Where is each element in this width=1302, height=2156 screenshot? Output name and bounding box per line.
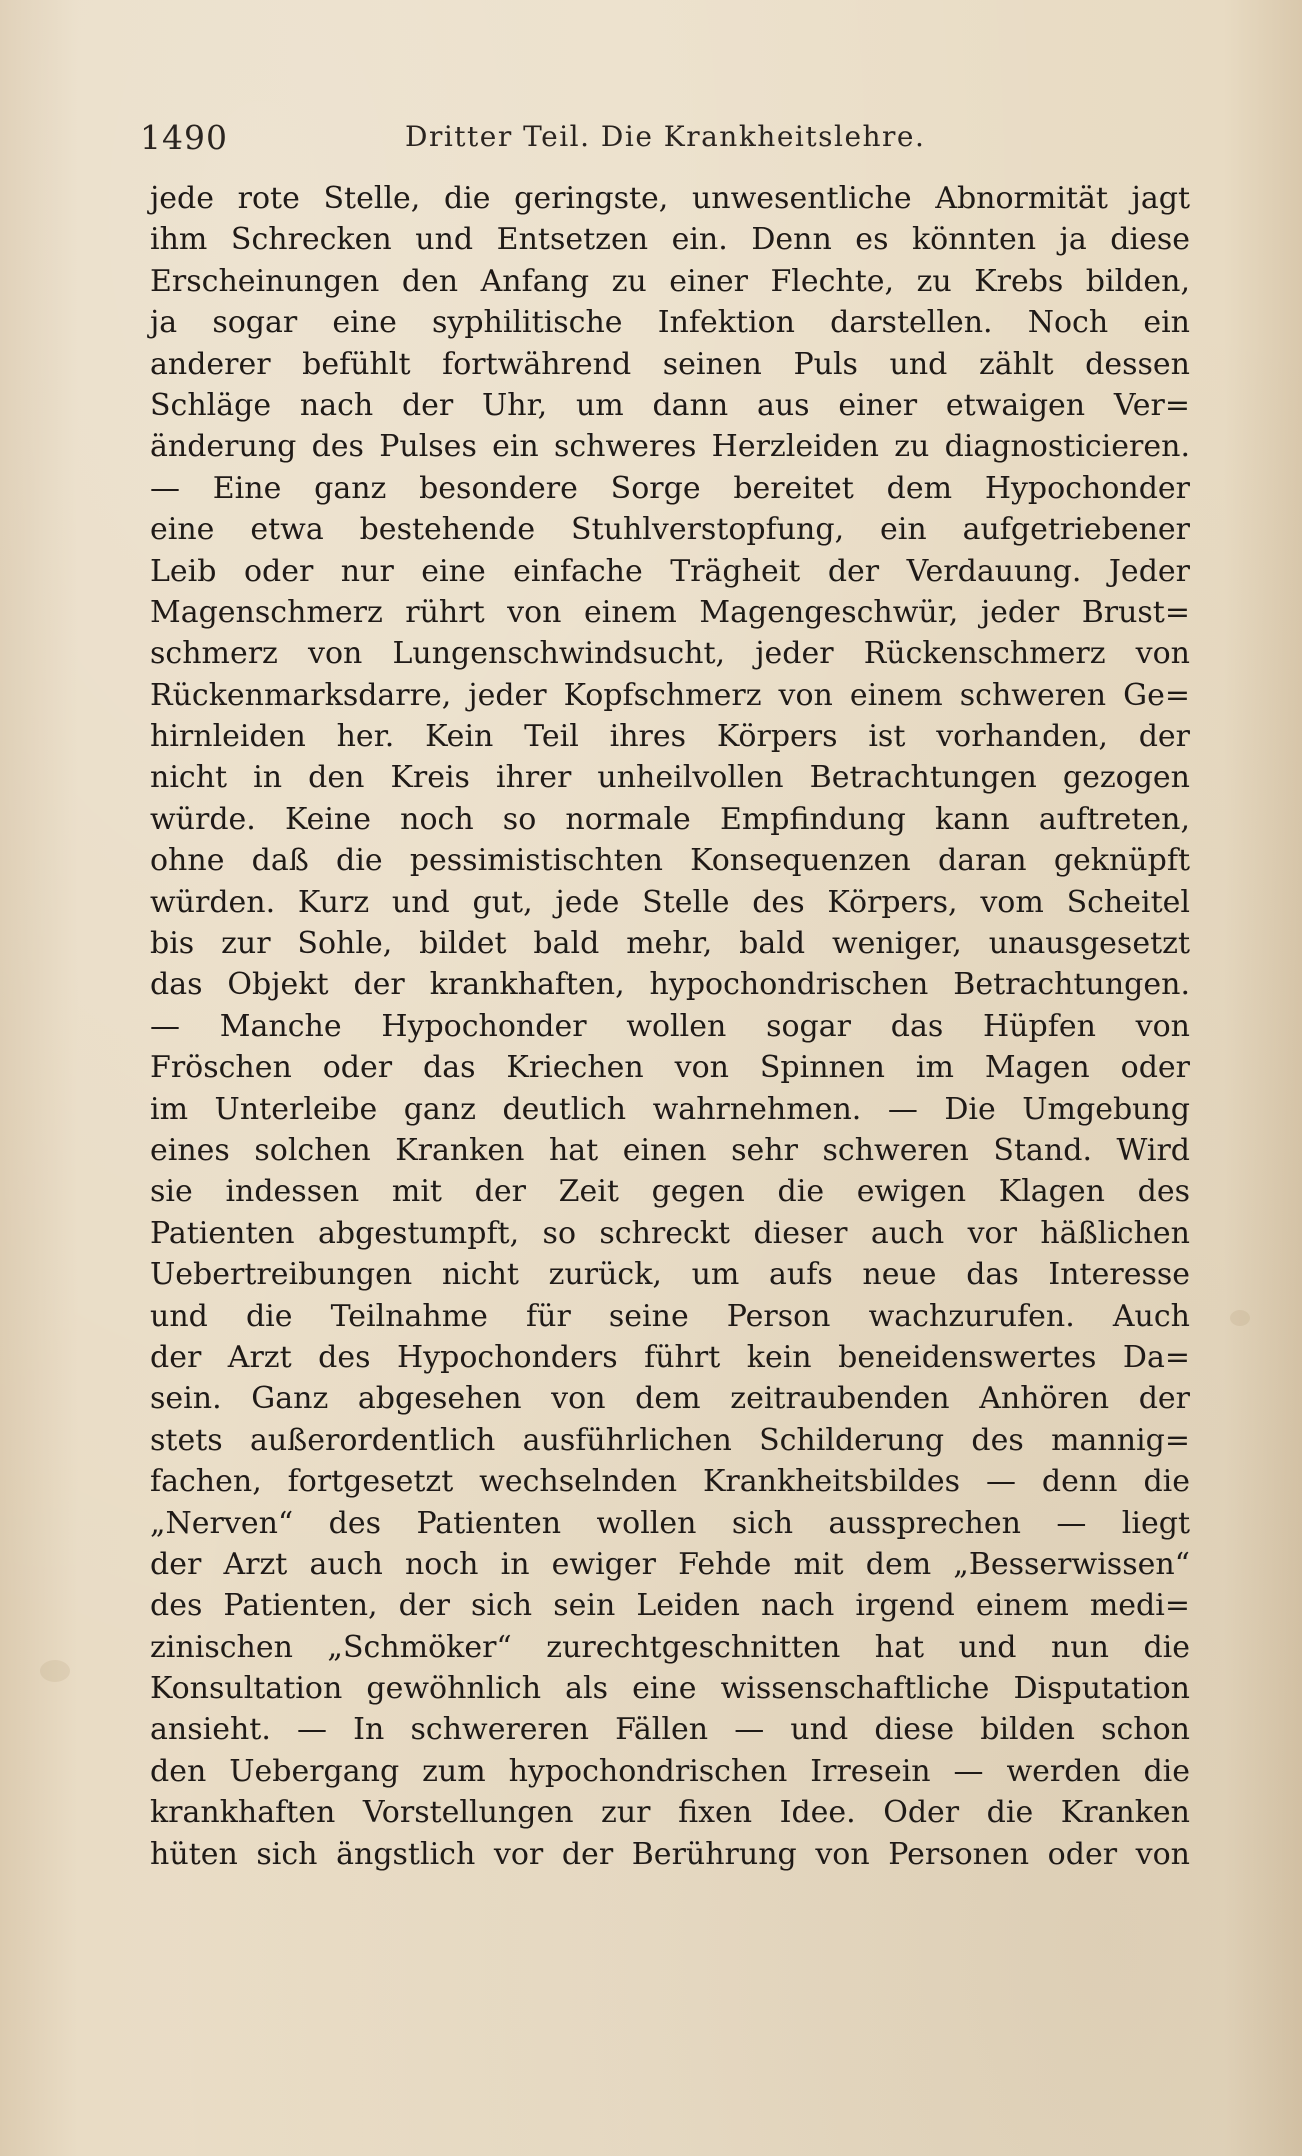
text-line: ja sogar eine syphilitische Infektion darstellen. Noch ein bbox=[150, 305, 1190, 341]
text-line: „Nerven“ des Patienten wollen sich aussprechen — liegt bbox=[150, 1505, 1190, 1541]
text-line: würde. Keine noch so normale Empfindung kann auftreten, bbox=[150, 801, 1190, 837]
text-line: eine etwa bestehende Stuhlverstopfung, ein aufgetriebener bbox=[150, 512, 1190, 548]
text-line: und die Teilnahme für seine Person wachzurufen. Auch bbox=[150, 1298, 1190, 1334]
text-line: der Arzt des Hypochonders führt kein beneidenswertes Da= bbox=[150, 1339, 1190, 1375]
text-line: anderer befühlt fortwährend seinen Puls und zählt dessen bbox=[150, 346, 1190, 382]
text-line: würden. Kurz und gut, jede Stelle des Körpers, vom Scheitel bbox=[150, 884, 1190, 920]
text-line: Magenschmerz rührt von einem Magengeschwür, jeder Brust= bbox=[150, 594, 1190, 630]
text-line: Fröschen oder das Kriechen von Spinnen im Magen oder bbox=[150, 1050, 1190, 1086]
text-line: — Manche Hypochonder wollen sogar das Hüpfen von bbox=[150, 1008, 1190, 1044]
text-line: zinischen „Schmöker“ zurechtgeschnitten hat und nun die bbox=[150, 1629, 1190, 1665]
paper-stain bbox=[40, 1660, 70, 1682]
text-line: Leib oder nur eine einfache Trägheit der Verdauung. Jeder bbox=[150, 553, 1190, 589]
text-line: jede rote Stelle, die geringste, unwesentliche Abnormität jagt bbox=[150, 181, 1190, 216]
text-line: sein. Ganz abgesehen von dem zeitraubenden Anhören der bbox=[150, 1381, 1190, 1417]
text-line: — Eine ganz besondere Sorge bereitet dem Hypochonder bbox=[150, 470, 1190, 506]
text-line: eines solchen Kranken hat einen sehr schweren Stand. Wird bbox=[150, 1132, 1190, 1168]
text-line: Schläge nach der Uhr, um dann aus einer etwaigen Ver= bbox=[150, 387, 1190, 423]
text-line: hüten sich ängstlich vor der Berührung von Personen oder von bbox=[150, 1836, 1190, 1872]
page-number: 1490 bbox=[140, 118, 228, 157]
text-line: Uebertreibungen nicht zurück, um aufs neue das Interesse bbox=[150, 1257, 1190, 1293]
text-line: der Arzt auch noch in ewiger Fehde mit dem „Besserwissen“ bbox=[150, 1546, 1190, 1582]
text-line: schmerz von Lungenschwindsucht, jeder Rückenschmerz von bbox=[150, 636, 1190, 672]
text-line: im Unterleibe ganz deutlich wahrnehmen. — Die Umgebung bbox=[150, 1091, 1190, 1127]
text-line: ihm Schrecken und Entsetzen ein. Denn es könnten ja diese bbox=[150, 222, 1190, 258]
text-line: den Uebergang zum hypochondrischen Irresein — werden die bbox=[150, 1753, 1190, 1789]
text-line: ansieht. — In schwereren Fällen — und diese bilden schon bbox=[150, 1712, 1190, 1748]
text-line: ohne daß die pessimistischten Konsequenzen daran geknüpft bbox=[150, 843, 1190, 879]
running-head: Dritter Teil. Die Krankheitslehre. bbox=[405, 120, 926, 153]
text-line: hirnleiden her. Kein Teil ihres Körpers ist vorhanden, der bbox=[150, 719, 1190, 755]
text-line: des Patienten, der sich sein Leiden nach irgend einem medi= bbox=[150, 1588, 1190, 1624]
text-line: nicht in den Kreis ihrer unheilvollen Betrachtungen gezogen bbox=[150, 760, 1190, 796]
page-header bbox=[140, 118, 1200, 162]
text-line: Rückenmarksdarre, jeder Kopfschmerz von einem schweren Ge= bbox=[150, 677, 1190, 713]
text-line: bis zur Sohle, bildet bald mehr, bald weniger, unausgesetzt bbox=[150, 926, 1190, 962]
paper-stain bbox=[1230, 1310, 1250, 1326]
text-line: Konsultation gewöhnlich als eine wissenschaftliche Disputation bbox=[150, 1671, 1190, 1707]
text-line: krankhaften Vorstellungen zur fixen Idee. Oder die Kranken bbox=[150, 1795, 1190, 1831]
text-line: fachen, fortgesetzt wechselnden Krankheitsbildes — denn die bbox=[150, 1464, 1190, 1500]
text-line: stets außerordentlich ausführlichen Schilderung des mannig= bbox=[150, 1422, 1190, 1458]
text-line: Patienten abgestumpft, so schreckt dieser auch vor häßlichen bbox=[150, 1215, 1190, 1251]
text-line: Erscheinungen den Anfang zu einer Flechte, zu Krebs bilden, bbox=[150, 263, 1190, 299]
text-line: das Objekt der krankhaften, hypochondrischen Betrachtungen. bbox=[150, 967, 1190, 1003]
text-line: sie indessen mit der Zeit gegen die ewigen Klagen des bbox=[150, 1174, 1190, 1210]
body-text bbox=[150, 178, 1190, 1875]
text-line: änderung des Pulses ein schweres Herzleiden zu diagnosticieren. bbox=[150, 429, 1190, 465]
